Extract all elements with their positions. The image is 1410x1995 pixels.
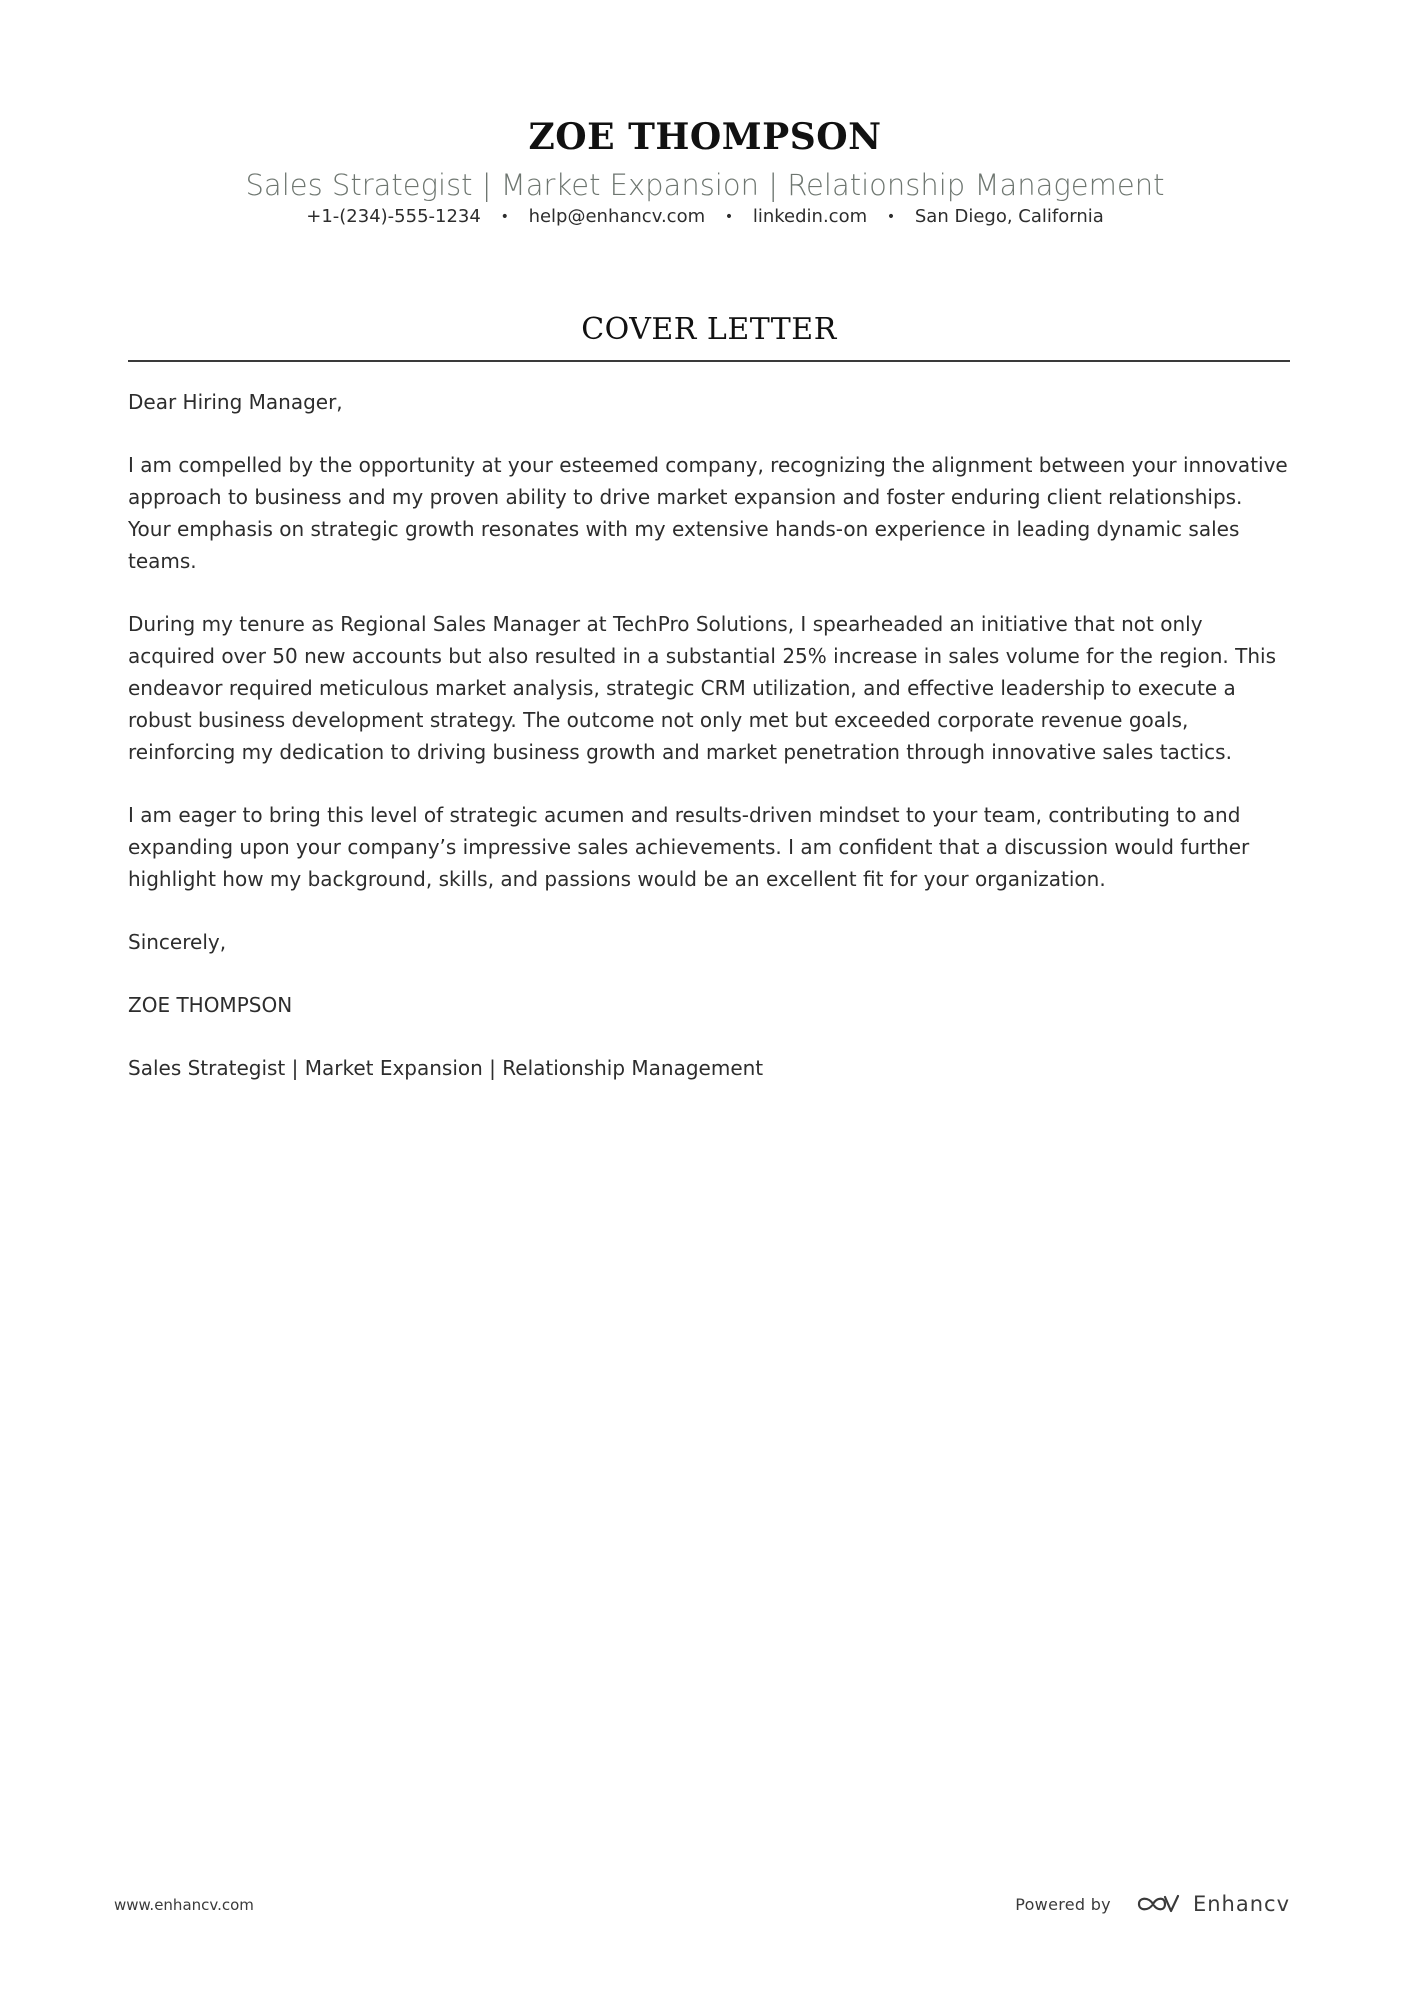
brand-name: Enhancv [1192,1892,1290,1916]
letter-paragraph: I am compelled by the opportunity at your esteemed company, recognizing the alignment between your innovative approach to business and my proven ability to drive market expansion and foster enduring client relationships. Your emphasis on strategic growth resonates with my extensive hands-on experience in leading dynamic sales teams. [128,453,1288,573]
powered-by-label: Powered by [1015,1894,1111,1914]
letter-closing: Sincerely, [128,930,227,954]
footer-website[interactable]: www.enhancv.com [114,1896,254,1914]
email-address[interactable]: help@enhancv.com [528,206,706,227]
separator-dot: • [500,209,509,225]
separator-dot: • [886,209,896,225]
signature-title: Sales Strategist | Market Expansion | Relationship Management [128,1056,764,1080]
footer-branding [1015,1888,1290,1920]
separator-dot: • [724,209,734,225]
resume-header [0,112,1410,230]
signature-name: ZOE THOMPSON [128,993,293,1017]
section-header [128,308,1290,362]
applicant-name: ZOE THOMPSON [528,116,882,158]
enhancv-logo-icon [1135,1892,1181,1916]
applicant-headline: Sales Strategist | Market Expansion | Relationship Management [245,168,1165,202]
section-divider [128,360,1290,362]
contact-info [0,204,1410,230]
location: San Diego, California [914,206,1104,227]
letter-paragraph: I am eager to bring this level of strategic acumen and results-driven mindset to your team, contributing to and expanding upon your company’s impressive sales achievements. I am confident that a discussion would further highlight how my background, skills, and passions would be an excellent fit for your organization. [128,803,1250,891]
section-title: COVER LETTER [581,312,837,347]
linkedin-link[interactable]: linkedin.com [752,206,868,227]
letter-greeting: Dear Hiring Manager, [128,390,343,414]
letter-body [128,386,1290,1115]
letter-paragraph: During my tenure as Regional Sales Manager at TechPro Solutions, I spearheaded an initiative that not only acquired over 50 new accounts but also resulted in a substantial 25% increase in sales volume for the region. This endeavor required meticulous market analysis, strategic CRM utilization, and effective leadership to execute a robust business development strategy. The outcome not only met but exceeded corporate revenue goals, reinforcing my dedication to driving business growth and market penetration through innovative sales tactics. [128,612,1277,764]
phone-number: +1-(234)-555-1234 [306,206,481,227]
